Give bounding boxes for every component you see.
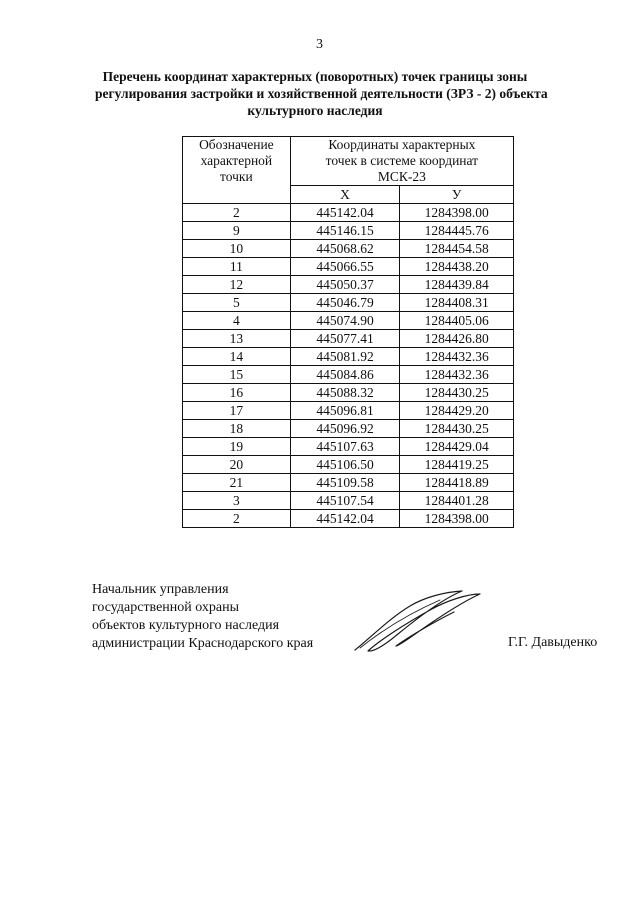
cell-x: 445066.55 <box>290 258 400 276</box>
title-line-3: культурного наследия <box>247 103 383 118</box>
header-coords-line-1: Координаты характерных <box>328 137 476 152</box>
cell-point: 13 <box>183 330 291 348</box>
cell-point: 11 <box>183 258 291 276</box>
cell-x: 445074.90 <box>290 312 400 330</box>
cell-y: 1284408.31 <box>400 294 514 312</box>
cell-x: 445081.92 <box>290 348 400 366</box>
cell-x: 445088.32 <box>290 384 400 402</box>
cell-y: 1284454.58 <box>400 240 514 258</box>
cell-point: 10 <box>183 240 291 258</box>
cell-y: 1284398.00 <box>400 510 514 528</box>
cell-point: 12 <box>183 276 291 294</box>
cell-y: 1284439.84 <box>400 276 514 294</box>
table-body <box>183 204 514 528</box>
table-row <box>183 420 514 438</box>
table-row <box>183 258 514 276</box>
cell-y: 1284419.25 <box>400 456 514 474</box>
cell-y: 1284438.20 <box>400 258 514 276</box>
cell-point: 5 <box>183 294 291 312</box>
table-row <box>183 240 514 258</box>
cell-point: 16 <box>183 384 291 402</box>
cell-y: 1284426.80 <box>400 330 514 348</box>
table-row <box>183 384 514 402</box>
signer-position-line-3: объектов культурного наследия <box>92 618 280 633</box>
cell-x: 445146.15 <box>290 222 400 240</box>
cell-x: 445068.62 <box>290 240 400 258</box>
table-header-row <box>183 137 514 186</box>
cell-point: 20 <box>183 456 291 474</box>
cell-y: 1284445.76 <box>400 222 514 240</box>
signer-position <box>92 581 313 653</box>
cell-point: 21 <box>183 474 291 492</box>
header-y: У <box>400 186 514 204</box>
cell-point: 4 <box>183 312 291 330</box>
cell-y: 1284432.36 <box>400 348 514 366</box>
header-point-line-1: Обозначение <box>199 137 274 152</box>
cell-y: 1284429.04 <box>400 438 514 456</box>
table-row <box>183 492 514 510</box>
cell-y: 1284430.25 <box>400 384 514 402</box>
header-point-line-3: точки <box>220 169 253 184</box>
cell-x: 445096.81 <box>290 402 400 420</box>
cell-point: 18 <box>183 420 291 438</box>
cell-y: 1284405.06 <box>400 312 514 330</box>
cell-point: 17 <box>183 402 291 420</box>
table-row <box>183 348 514 366</box>
header-point-line-2: характерной <box>200 153 273 168</box>
table-row <box>183 330 514 348</box>
title-line-2: регулирования застройки и хозяйственной деятельности (ЗРЗ - 2) объекта <box>95 86 548 101</box>
cell-y: 1284398.00 <box>400 204 514 222</box>
header-coords-line-3: МСК-23 <box>377 169 426 184</box>
table-row <box>183 222 514 240</box>
header-point-designation <box>183 137 291 204</box>
cell-x: 445107.54 <box>290 492 400 510</box>
cell-x: 445077.41 <box>290 330 400 348</box>
cell-x: 445046.79 <box>290 294 400 312</box>
cell-point: 15 <box>183 366 291 384</box>
cell-x: 445142.04 <box>290 204 400 222</box>
cell-y: 1284430.25 <box>400 420 514 438</box>
coordinates-table <box>182 136 514 528</box>
cell-point: 3 <box>183 492 291 510</box>
table-row <box>183 438 514 456</box>
signer-position-line-2: государственной охраны <box>92 600 240 615</box>
cell-point: 14 <box>183 348 291 366</box>
cell-x: 445107.63 <box>290 438 400 456</box>
table-row <box>183 366 514 384</box>
cell-x: 445109.58 <box>290 474 400 492</box>
signer-position-line-1: Начальник управления <box>92 582 229 597</box>
cell-x: 445084.86 <box>290 366 400 384</box>
cell-y: 1284432.36 <box>400 366 514 384</box>
cell-x: 445096.92 <box>290 420 400 438</box>
table-row <box>183 276 514 294</box>
table-row <box>183 312 514 330</box>
cell-y: 1284418.89 <box>400 474 514 492</box>
document-title <box>95 68 548 119</box>
cell-point: 2 <box>183 204 291 222</box>
table-row <box>183 294 514 312</box>
cell-point: 9 <box>183 222 291 240</box>
page-number: 3 <box>316 37 323 52</box>
handwritten-signature <box>350 588 485 658</box>
cell-x: 445106.50 <box>290 456 400 474</box>
signer-name: Г.Г. Давыденко <box>508 635 598 650</box>
cell-point: 2 <box>183 510 291 528</box>
title-line-1: Перечень координат характерных (поворотных) точек границы зоны <box>102 69 528 84</box>
table-row <box>183 204 514 222</box>
header-coords-line-2: точек в системе координат <box>325 153 479 168</box>
header-coordinates <box>290 137 513 186</box>
table-row <box>183 402 514 420</box>
table-row <box>183 510 514 528</box>
cell-y: 1284401.28 <box>400 492 514 510</box>
cell-y: 1284429.20 <box>400 402 514 420</box>
table-row <box>183 456 514 474</box>
header-x: X <box>290 186 400 204</box>
cell-x: 445050.37 <box>290 276 400 294</box>
cell-x: 445142.04 <box>290 510 400 528</box>
table-row <box>183 474 514 492</box>
cell-point: 19 <box>183 438 291 456</box>
signer-position-line-4: администрации Краснодарского края <box>92 636 314 651</box>
